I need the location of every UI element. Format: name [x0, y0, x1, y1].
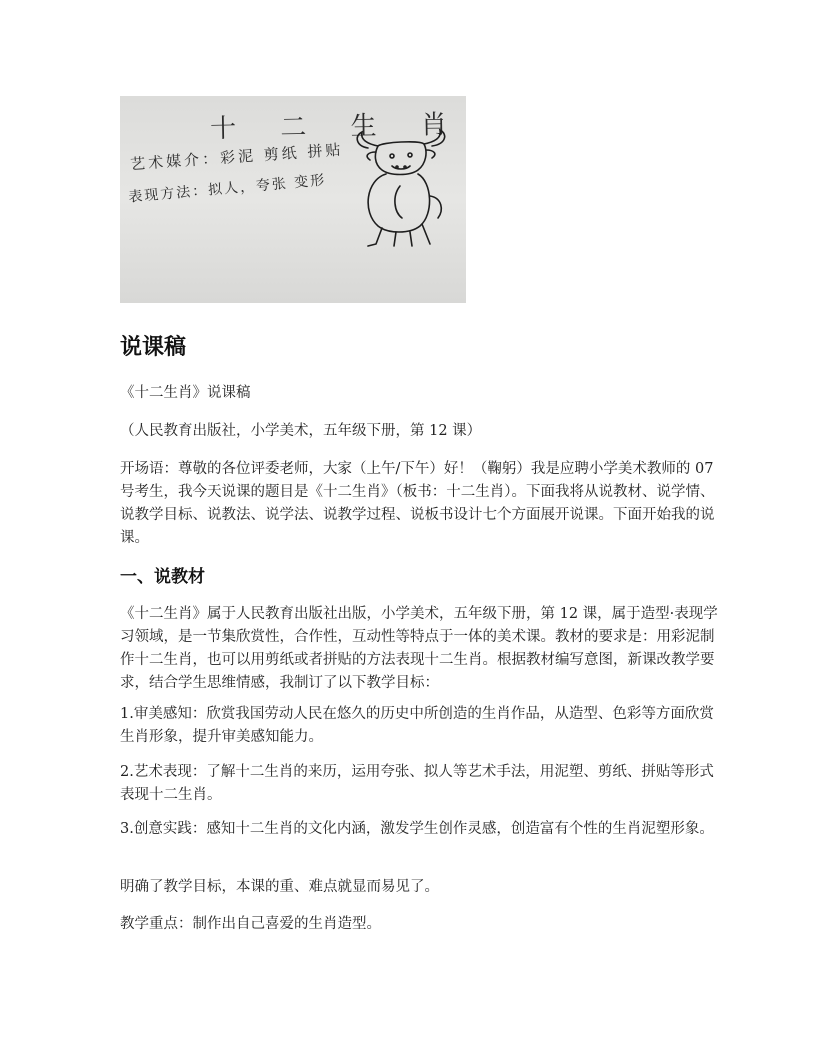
paragraph-key-difficulty: 明确了教学目标，本课的重、难点就显而易见了。 [120, 879, 439, 895]
paragraph-opening: 开场语：尊敬的各位评委老师，大家（上午/下午）好！（鞠躬）我是应聘小学美术教师的 07 号考生，我今天说课的题目是《十二生肖》（板书：十二生肖）。下面我将从说教材、说学情、说教学目标、说教法、说学法、说教学过程、说板书设计七个方面展开说课。下面开始我的说课。 [120, 461, 715, 546]
paragraph-lesson-title: 《十二生肖》说课稿 [120, 385, 251, 401]
paragraph-goal-expression: 2.艺术表现：了解十二生肖的来历，运用夸张、拟人等艺术手法，用泥塑、剪纸、拼贴等形式表现十二生肖。 [120, 764, 714, 803]
photo-line-methods: 表现方法：拟人，夸张 变形 [127, 172, 327, 206]
paragraph-goal-practice: 3.创意实践：感知十二生肖的文化内涵，激发学生创作灵感，创造富有个性的生肖泥塑形象。 [120, 821, 714, 837]
paragraph-focus: 教学重点：制作出自己喜爱的生肖造型。 [120, 916, 381, 932]
section-heading-textbook: 一、说教材 [120, 567, 205, 587]
paragraph-source: （人民教育出版社，小学美术，五年级下册，第 12 课） [120, 423, 482, 439]
paragraph-textbook: 《十二生肖》属于人民教育出版社出版，小学美术，五年级下册，第 12 课，属于造型·表现学习领域，是一节集欣赏性，合作性，互动性等特点于一体的美术课。教材的要求是：用彩泥制作十二生肖，也可以用剪纸或者拼贴的方法表现十二生肖。根据教材编写意图，新课改教学要求，结合学生思维情感，我制订了以下教学目标： [120, 606, 718, 691]
photo-line-media: 艺术媒介：彩泥 剪纸 拼贴 [129, 140, 344, 174]
blackboard-photo [120, 96, 466, 303]
photo-title: 十 二 生 肖 [209, 109, 466, 145]
document-title: 说课稿 [120, 335, 187, 360]
ox-drawing-icon [348, 126, 458, 256]
paragraph-goal-aesthetic: 1.审美感知：欣赏我国劳动人民在悠久的历史中所创造的生肖作品，从造型、色彩等方面欣赏生肖形象，提升审美感知能力。 [120, 706, 714, 745]
